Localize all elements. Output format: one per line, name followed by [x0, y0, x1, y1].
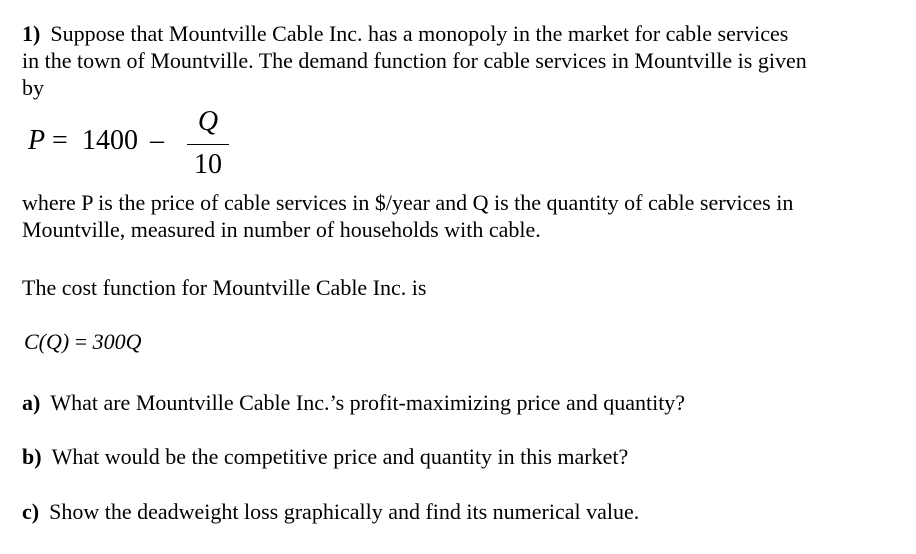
demand-minus-sign: – [150, 125, 164, 156]
part-b-label: b) [22, 444, 42, 469]
part-a-label: a) [22, 390, 41, 415]
cost-intro: The cost function for Mountville Cable Inc. is [22, 275, 427, 300]
demand-price-variable: P [28, 125, 46, 156]
variable-definitions [22, 189, 894, 243]
where-line-2: Mountville, measured in number of households with cable. [22, 217, 541, 242]
problem-intro [22, 20, 894, 101]
cost-equals-sign: = [74, 329, 88, 354]
fraction-numerator: Q [197, 106, 219, 137]
fraction-denominator: 10 [194, 149, 222, 180]
demand-fraction [187, 106, 229, 181]
problem-number: 1) [22, 21, 41, 46]
where-line-1: where P is the price of cable services in $/year and Q is the quantity of cable services in [22, 190, 794, 215]
intro-line-3: by [22, 75, 44, 100]
part-c-label: c) [22, 499, 40, 524]
demand-equals-sign: = [52, 125, 68, 156]
intro-line-1 [22, 20, 894, 47]
cost-rhs: 300Q [92, 329, 142, 354]
part-c-text: Show the deadweight loss graphically and find its numerical value. [49, 499, 640, 524]
part-b [22, 443, 894, 470]
cost-equation [24, 328, 142, 356]
demand-constant: 1400 [82, 125, 138, 156]
fraction-bar [187, 144, 229, 145]
part-c [22, 498, 894, 525]
part-a [22, 389, 894, 416]
intro-line-1-text: Suppose that Mountville Cable Inc. has a monopoly in the market for cable services [50, 21, 789, 46]
part-a-text: What are Mountville Cable Inc.’s profit-maximizing price and quantity? [50, 390, 686, 415]
cost-lhs: C(Q) [24, 329, 70, 354]
part-b-text: What would be the competitive price and quantity in this market? [51, 444, 629, 469]
intro-line-2: in the town of Mountville. The demand function for cable services in Mountville is given [22, 48, 807, 73]
